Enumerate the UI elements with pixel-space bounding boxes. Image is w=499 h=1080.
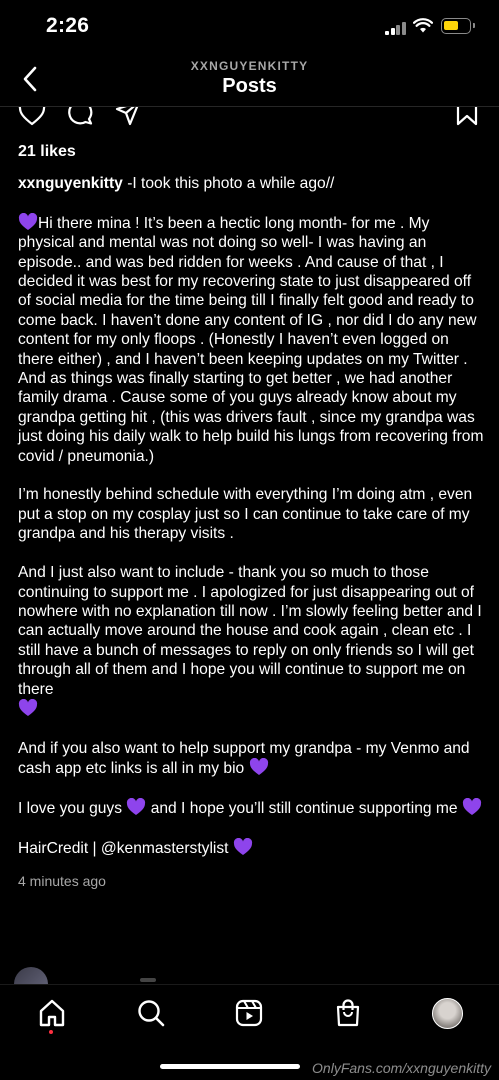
comment-preview xyxy=(140,978,156,982)
caption-paragraph-4: And if you also want to help support my grandpa - my Venmo and cash app etc links is all in my bio xyxy=(18,739,474,778)
status-bar xyxy=(0,0,499,52)
post-actions xyxy=(0,107,499,129)
caption-paragraph-2: I’m honestly behind schedule with everything I’m doing atm , even put a stop on my cosplay just so I can continue to take care of my grandpa and his therapy visits . xyxy=(18,486,477,543)
bookmark-icon[interactable] xyxy=(455,107,479,126)
tab-home[interactable] xyxy=(32,995,72,1031)
caption-paragraph-1: Hi there mina ! It’s been a hectic long month- for me . My physical and mental was not doing so well- I was having an episode.. and was bed ridden for weeks . And cause of that , I decided it was best for my recovering state to just disappeared off of social media for the time being till I finally felt good and ready to come back. I haven’t done any content of IG , nor did I do any new content for my only floops . (Honestly I haven’t even logged on there either) , and I haven’t been keeping updates on my Twitter . And as things was finally starting to get better , we had another family drama . Cause some of you guys already know about my grandpa getting hit , (this was drivers fault , since my grandpa was just doing his daily walk to help build his lungs from recovering from covid / pneumonia.) xyxy=(18,213,486,466)
page-title: Posts xyxy=(222,75,277,97)
status-time: 2:26 xyxy=(46,14,90,37)
nav-header xyxy=(0,52,499,106)
purple-heart-icon xyxy=(18,699,38,717)
caption-text: -I took this photo a while ago// xyxy=(122,175,335,193)
purple-heart-icon xyxy=(126,798,146,816)
purple-heart-icon xyxy=(249,758,269,776)
like-count[interactable]: 21 likes xyxy=(18,143,76,160)
wifi-icon xyxy=(413,18,433,34)
caption-first-line xyxy=(18,174,486,193)
tab-search[interactable] xyxy=(131,995,171,1031)
home-indicator[interactable] xyxy=(160,1064,300,1069)
comment-icon[interactable] xyxy=(66,107,94,126)
tab-reels[interactable] xyxy=(229,995,269,1031)
post-body xyxy=(18,142,486,891)
notification-dot xyxy=(49,1030,53,1034)
signal-icon xyxy=(385,22,406,35)
caption-author[interactable]: xxnguyenkitty xyxy=(18,175,123,193)
caption-paragraph-3: And I just also want to include - thank you so much to those continuing to support me . I apologized for just disappearing out of nowhere with no explanation till now . I’m slowly feeling better and I can actually move around the house and cook again , clean etc . I still have a bunch of messages to reply on only friends so I will get through all of them and I hope you will continue to support me on there xyxy=(18,563,486,719)
share-icon[interactable] xyxy=(114,107,142,127)
search-icon xyxy=(136,998,166,1028)
purple-heart-icon xyxy=(462,798,482,816)
tab-profile[interactable] xyxy=(427,995,467,1031)
header-username: XXNGUYENKITTY xyxy=(190,59,309,73)
watermark: OnlyFans.com/xxnguyenkitty xyxy=(312,1060,491,1076)
profile-avatar xyxy=(432,998,463,1029)
battery-icon xyxy=(441,18,471,34)
caption-hair-credit: HairCredit | @kenmasterstylist xyxy=(18,838,486,858)
heart-icon[interactable] xyxy=(18,107,46,127)
reels-icon xyxy=(234,998,264,1028)
purple-heart-icon xyxy=(233,838,253,856)
purple-heart-icon xyxy=(18,213,38,231)
shopping-bag-icon xyxy=(333,998,363,1028)
post-timestamp: 4 minutes ago xyxy=(18,872,106,889)
caption-paragraph-5: I love you guys and I hope you’ll still continue supporting me xyxy=(18,798,486,818)
home-icon xyxy=(37,998,67,1028)
tab-shop[interactable] xyxy=(328,995,368,1031)
